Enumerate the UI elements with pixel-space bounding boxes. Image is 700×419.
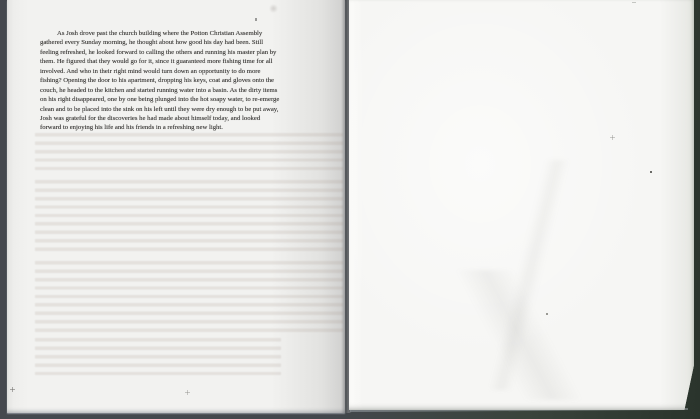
registration-cross-mark <box>610 135 615 140</box>
paragraph-line: As Josh drove past the church building where the Potton Christian Assembly <box>57 30 263 37</box>
registration-cross-mark <box>185 390 190 395</box>
paragraph-line: Josh was grateful for the discoveries he had made about himself today, and looked <box>40 114 261 122</box>
show-through-text <box>35 133 343 383</box>
paragraph-line: gathered every Sunday morning, he thought about how good his day had been. Still <box>40 39 264 47</box>
ghost-paragraph <box>35 338 281 378</box>
paragraph-line: clean and to be placed into the sink on his left until they were dry enough to be put away, <box>40 105 279 113</box>
paragraph-line: feeling refreshed, he looked forward to calling the others and running his master plan by <box>40 48 277 56</box>
dust-speck <box>650 171 652 173</box>
paragraph-line: them. He figured that they would go for it, since it guaranteed more fishing time for all <box>40 58 273 66</box>
dust-dash <box>632 2 636 3</box>
paragraph-line: couch, he headed to the kitchen and started running water into a basin. As the dirty items <box>40 86 278 94</box>
paragraph-line: on his right disappeared, one by one being plunged into the hot soapy water, to re-emerge <box>40 96 280 104</box>
ink-tick <box>255 18 257 21</box>
dust-speck <box>546 313 548 315</box>
printed-paragraph <box>40 29 326 133</box>
paragraph-line: forward to enjoying his life and his friends in a refreshing new light. <box>40 124 223 132</box>
ink-smudge <box>269 4 278 13</box>
right-page <box>349 0 694 410</box>
ghost-paragraph <box>35 261 343 333</box>
paragraph-line: involved. And who in their right mind would turn down an opportunity to do more <box>40 67 261 75</box>
ghost-paragraph <box>35 133 343 175</box>
page-crease <box>454 160 604 390</box>
left-page <box>7 0 345 413</box>
paragraph-line: fishing? Opening the door to his apartment, dropping his keys, coat and gloves onto the <box>40 77 275 85</box>
ghost-paragraph <box>35 180 343 256</box>
registration-cross-mark <box>10 387 15 392</box>
page-crease <box>404 270 634 400</box>
